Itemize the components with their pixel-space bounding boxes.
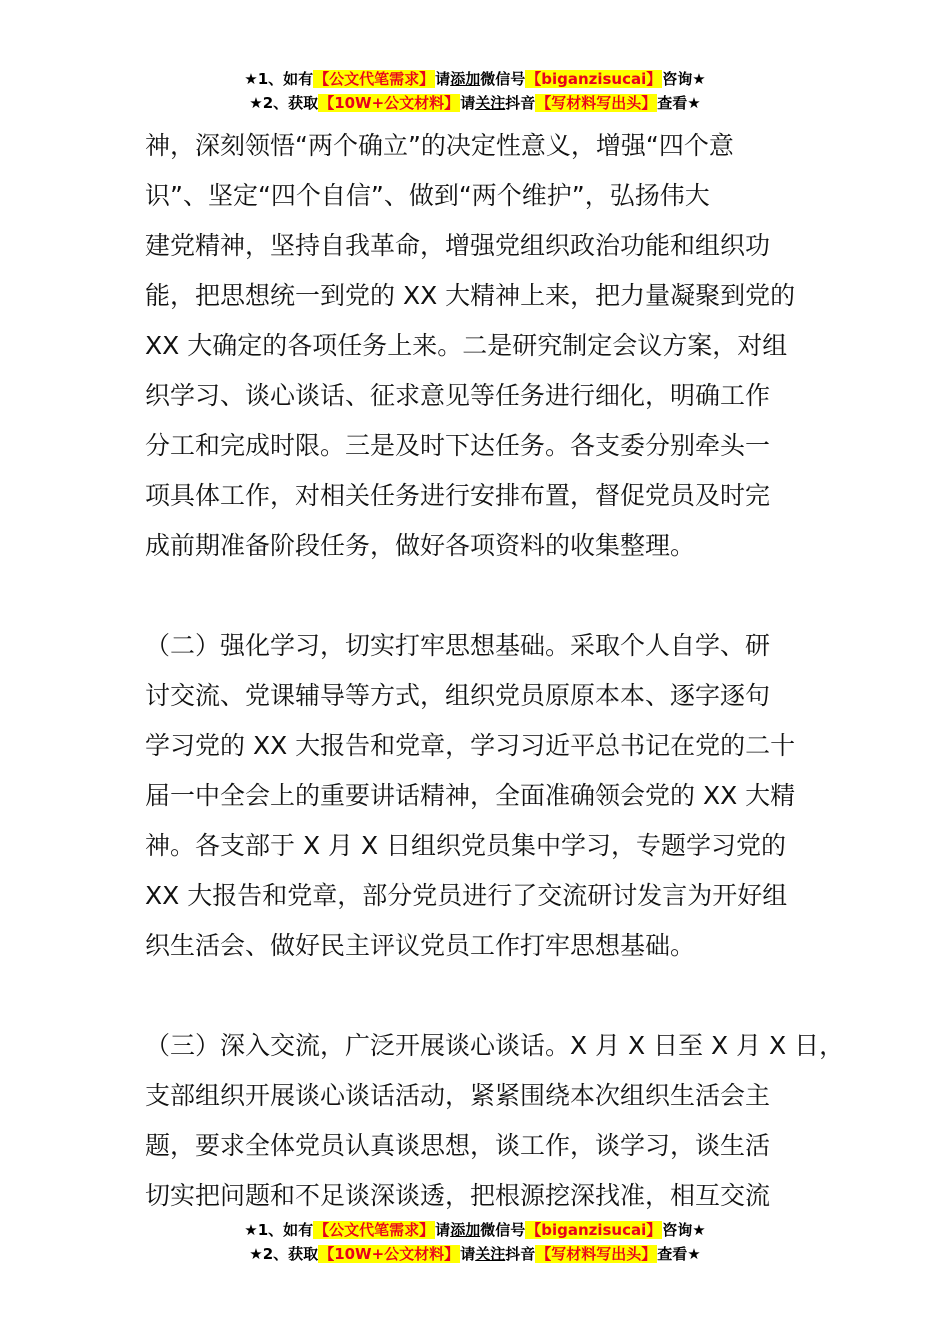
paragraph-spacer bbox=[145, 571, 825, 621]
paragraph-1 bbox=[145, 121, 825, 571]
text-line: 分工和完成时限。三是及时下达任务。各支委分别牵头一 bbox=[145, 431, 771, 460]
highlight-service-tag: 【公文代笔需求】 bbox=[314, 1221, 435, 1239]
banner-text: 咨询★ bbox=[662, 70, 706, 88]
text-line: 神，深刻领悟“两个确立”的决定性意义，增强“四个意 bbox=[145, 131, 734, 160]
paragraph-2 bbox=[145, 621, 825, 971]
text-line: 建党精神，坚持自我革命，增强党组织政治功能和组织功 bbox=[145, 231, 771, 260]
text-line: XX 大报告和党章，部分党员进行了交流研讨发言为开好组 bbox=[145, 881, 788, 910]
highlight-materials-tag: 【10W+公文材料】 bbox=[319, 94, 460, 112]
footer-banner-line-1 bbox=[0, 1218, 950, 1242]
header-banner-line-1 bbox=[0, 67, 950, 91]
banner-text: 请 bbox=[460, 94, 476, 112]
paragraph-spacer bbox=[145, 971, 825, 1021]
banner-text: 查看★ bbox=[657, 1245, 701, 1263]
text-line: （三）深入交流，广泛开展谈心谈话。X 月 X 日至 X 月 X 日， bbox=[145, 1031, 845, 1060]
banner-text: ★1、如有 bbox=[244, 70, 314, 88]
footer-banner bbox=[0, 1218, 950, 1266]
banner-text: 咨询★ bbox=[662, 1221, 706, 1239]
text-line: XX 大确定的各项任务上来。二是研究制定会议方案，对组 bbox=[145, 331, 788, 360]
text-line: 神。各支部于 X 月 X 日组织党员集中学习，专题学习党的 bbox=[145, 831, 787, 860]
header-banner-line-2 bbox=[0, 91, 950, 115]
highlight-wechat-id: 【biganzisucai】 bbox=[526, 70, 662, 88]
highlight-service-tag: 【公文代笔需求】 bbox=[314, 70, 435, 88]
banner-text: ★2、获取 bbox=[249, 1245, 319, 1263]
banner-text: ★2、获取 bbox=[249, 94, 319, 112]
banner-text: 请 bbox=[435, 1221, 451, 1239]
header-banner bbox=[0, 67, 950, 115]
banner-text: 微信号 bbox=[480, 70, 526, 88]
banner-underlined-text: 关注 bbox=[475, 94, 506, 112]
highlight-douyin-id: 【写材料写出头】 bbox=[536, 94, 657, 112]
text-line: 届一中全会上的重要讲话精神，全面准确领会党的 XX 大精 bbox=[145, 781, 796, 810]
banner-text: ★1、如有 bbox=[244, 1221, 314, 1239]
banner-text: 抖音 bbox=[505, 94, 536, 112]
banner-text: 请 bbox=[460, 1245, 476, 1263]
banner-text: 查看★ bbox=[657, 94, 701, 112]
highlight-materials-tag: 【10W+公文材料】 bbox=[319, 1245, 460, 1263]
text-line: 织学习、谈心谈话、征求意见等任务进行细化，明确工作 bbox=[145, 381, 771, 410]
banner-text: 请 bbox=[435, 70, 451, 88]
banner-underlined-text: 添加 bbox=[450, 1221, 481, 1239]
text-line: 织生活会、做好民主评议党员工作打牢思想基础。 bbox=[145, 931, 696, 960]
text-line: 识”、坚定“四个自信”、做到“两个维护”，弘扬伟大 bbox=[145, 181, 710, 210]
banner-text: 微信号 bbox=[480, 1221, 526, 1239]
text-line: （二）强化学习，切实打牢思想基础。采取个人自学、研 bbox=[145, 631, 771, 660]
text-line: 能，把思想统一到党的 XX 大精神上来，把力量凝聚到党的 bbox=[145, 281, 796, 310]
banner-underlined-text: 关注 bbox=[475, 1245, 506, 1263]
banner-text: 抖音 bbox=[505, 1245, 536, 1263]
text-line: 题，要求全体党员认真谈思想，谈工作，谈学习，谈生活 bbox=[145, 1131, 771, 1160]
footer-banner-line-2 bbox=[0, 1242, 950, 1266]
highlight-wechat-id: 【biganzisucai】 bbox=[526, 1221, 662, 1239]
text-line: 讨交流、党课辅导等方式，组织党员原原本本、逐字逐句 bbox=[145, 681, 771, 710]
document-body bbox=[145, 121, 845, 1221]
text-line: 切实把问题和不足谈深谈透，把根源挖深找准，相互交流 bbox=[145, 1181, 771, 1210]
text-line: 支部组织开展谈心谈话活动，紧紧围绕本次组织生活会主 bbox=[145, 1081, 771, 1110]
text-line: 成前期准备阶段任务，做好各项资料的收集整理。 bbox=[145, 531, 696, 560]
highlight-douyin-id: 【写材料写出头】 bbox=[536, 1245, 657, 1263]
text-line: 学习党的 XX 大报告和党章，学习习近平总书记在党的二十 bbox=[145, 731, 796, 760]
banner-underlined-text: 添加 bbox=[450, 70, 481, 88]
text-line: 项具体工作，对相关任务进行安排布置，督促党员及时完 bbox=[145, 481, 771, 510]
paragraph-3 bbox=[145, 1021, 845, 1221]
